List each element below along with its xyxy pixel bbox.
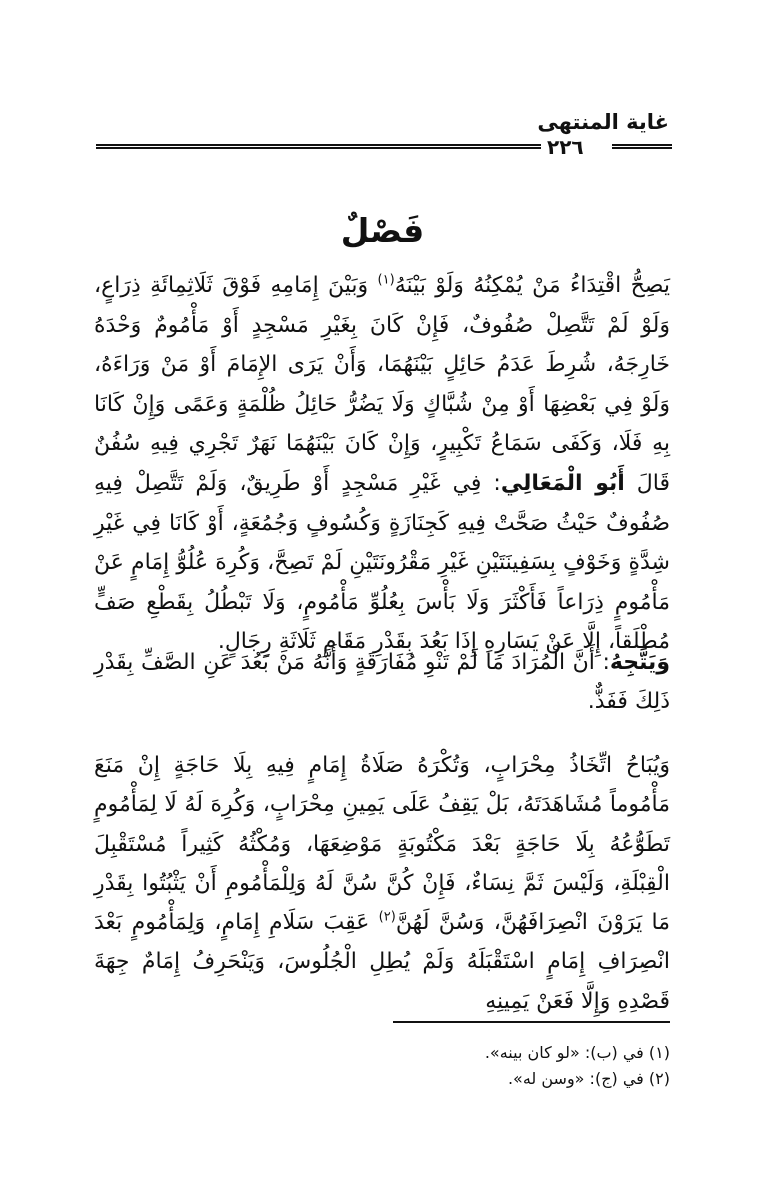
paragraph-label: وَيَتَّجِهُ — [609, 650, 670, 675]
footnote-reference-2: (٢) — [378, 909, 396, 925]
body-paragraph-1 — [94, 266, 670, 662]
header-rule-right — [96, 144, 541, 149]
text-run: وَبَيْنَ إِمَامِهِ فَوْقَ ثَلَاثِمِائَةِ ذِرَاعٍ، وَلَوْ لَمْ تَتَّصِلْ صُفُوفٌ، فَإِنْ كَانَ بِغَيْرِ مَسْجِدٍ أَوْ مَأْمُومٌ وَحْدَهُ خَارِجَهُ، شُرِطَ عَدَمُ حَائِلٍ بَيْنَهُمَا، وَأَنْ يَرَى الإِمَامَ أَوْ مَنْ وَرَاءَهُ، وَلَوْ فِي بَعْضِهَا أَوْ مِنْ شُبَّاكٍ وَلَا يَضُرُّ حَائِلُ ظُلْمَةٍ وَعَمًى وَإِنْ كَانَا بِهِ فَلَا، وَكَفَى سَمَاعُ تَكْبِيرٍ، وَإِنْ كَانَ بَيْنَهُمَا نَهَرٌ تَجْرِي فِيهِ سُفُنٌ قَالَ — [94, 273, 671, 496]
footnote-separator — [393, 1021, 670, 1023]
footnote-reference-1: (١) — [377, 272, 395, 288]
text-run: عَقِبَ سَلَامِ إِمَامٍ، وَلِمَأْمُومٍ بَعْدَ انْصِرَافِ إِمَامٍ اسْتَقْبَلَهُ وَلَمْ يُطِلِ الْجُلُوسَ، وَيَنْحَرِفُ إِمَامٌ جِهَةَ قَصْدِهِ وَإِلَّا فَعَنْ يَمِينِهِ — [94, 910, 670, 1014]
cited-scholar-name: أَبُو الْمَعَالِي — [500, 470, 625, 496]
page-number: ٢٢٦ — [547, 135, 584, 159]
footnote-item: (٢) في (ج): «وسن له». — [507, 1069, 670, 1088]
header-rule-left — [612, 144, 672, 149]
body-paragraph-3 — [94, 746, 670, 1021]
paragraph-text — [94, 643, 670, 721]
text-run: يَصِحُّ اقْتِدَاءُ مَنْ يُمْكِنُهُ وَلَوْ بَيْنَهُ — [394, 273, 671, 298]
paragraph-text — [94, 266, 670, 662]
footnotes-list — [485, 1040, 670, 1092]
text-run: وَيُبَاحُ اتِّخَاذُ مِحْرَابٍ، وَتُكْرَهُ صَلَاةُ إِمَامٍ فِيهِ بِلَا حَاجَةٍ إِنْ مَنَعَ مَأْمُوماً مُشَاهَدَتَهُ، بَلْ يَقِفُ عَلَى يَمِينِ مِحْرَابٍ، وَكُرِهَ لَهُ لَا لِمَأْمُومٍ تَطَوُّعُهُ بِلَا حَاجَةٍ بَعْدَ مَكْتُوبَةٍ مَوْضِعَهَا، وَمُكْثُهُ كَثِيراً مُسْتَقْبِلَ الْقِبْلَةِ، وَلَيْسَ ثَمَّ نِسَاءٌ، فَإِنْ كُنَّ سُنَّ لَهُ وَلِلْمَأْمُومِ أَنْ يَثْبُتُوا بِقَدْرِ مَا يَرَوْنَ انْصِرَافَهُنَّ، وَسُنَّ لَهُنَّ — [94, 753, 671, 936]
text-run: : أَنَّ الْمُرَادَ مَا لَمْ تَنْوِ مُفَارَقَةٍ وَأَنَّهُ مَنْ بَعُدَ عَنِ الصَّفِّ بِقَدْرِ ذَلِكَ فَفَذٌّ. — [94, 650, 670, 714]
footnote-item: (١) في (ب): «لو كان بينه». — [484, 1043, 670, 1062]
running-header-title: غاية المنتهى — [537, 110, 669, 134]
paragraph-text — [94, 746, 670, 1021]
body-paragraph-2 — [94, 643, 670, 721]
section-heading: فَصْلٌ — [340, 211, 425, 250]
text-run: : فِي غَيْرِ مَسْجِدٍ أَوْ طَرِيقٌ، وَلَمْ تَتَّصِلْ فِيهِ صُفُوفٌ حَيْثُ صَحَّتْ فِيهِ كَجِنَازَةٍ وَكُسُوفٍ وَجُمُعَةٍ، أَوْ كَانَا فِي غَيْرِ شِدَّةٍ وَخَوْفٍ بِسَفِينَتَيْنِ غَيْرِ مَقْرُونَتَيْنِ لَمْ تَصِحَّ، وَكُرِهَ عُلُوُّ إِمَامٍ عَنْ مَأْمُومٍ ذِرَاعاً فَأَكْثَرَ وَلَا بَأْسَ بِعُلُوِّ مَأْمُومٍ، وَلَا تَبْطُلُ بِقَطْعِ صَفٍّ مُطْلَقاً، إِلَّا عَنْ يَسَارِهِ إِذَا بَعُدَ بِقَدْرِ مَقَامِ ثَلَاثَةِ رِجَالٍ. — [94, 470, 670, 655]
